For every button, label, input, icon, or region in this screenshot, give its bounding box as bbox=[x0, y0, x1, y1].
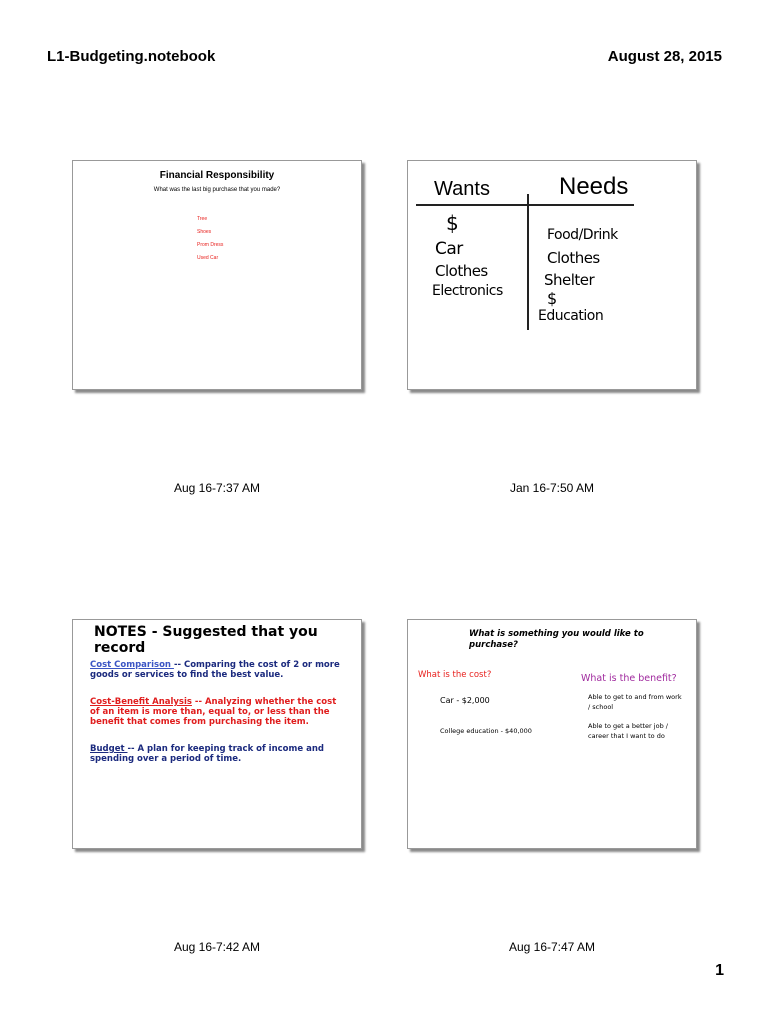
cost-cell: Car - $2,000 bbox=[440, 696, 490, 705]
wants-item: Electronics bbox=[432, 283, 503, 299]
note-cost-benefit bbox=[90, 697, 340, 727]
list-item: Tree bbox=[197, 216, 208, 222]
benefit-cell: Able to get a better job / career that I want to do bbox=[588, 722, 668, 740]
slide-timestamp: Jan 16-7:50 AM bbox=[509, 481, 595, 495]
slide-timestamp: Aug 16-7:47 AM bbox=[508, 940, 596, 954]
document-title: L1-Budgeting.notebook bbox=[47, 48, 216, 65]
wants-item: Clothes bbox=[435, 262, 488, 280]
note-definition: -- Analyzing whether the cost of an item is more than, equal to, or less than the benefit that comes from purchasing the item. bbox=[90, 697, 337, 727]
table-divider-vertical bbox=[527, 194, 529, 330]
document-date: August 28, 2015 bbox=[607, 48, 722, 65]
needs-item: Education bbox=[538, 308, 604, 324]
note-definition: -- Comparing the cost of 2 or more goods or services to find the best value. bbox=[90, 660, 340, 680]
slide-title: Financial Responsibility bbox=[159, 170, 275, 181]
wants-item: $ bbox=[446, 211, 459, 235]
benefit-cell: Able to get to and from work / school bbox=[588, 693, 682, 711]
page-number: 1 bbox=[715, 962, 724, 979]
slide-cost-benefit-table[interactable] bbox=[407, 619, 697, 849]
slide-question: What is something you would like to purchase? bbox=[469, 629, 644, 650]
needs-item: $ bbox=[547, 289, 557, 308]
cost-cell: College education - $40,000 bbox=[440, 727, 532, 735]
wants-item: Car bbox=[435, 239, 463, 259]
note-term: Budget bbox=[90, 744, 128, 754]
slide-timestamp: Aug 16-7:42 AM bbox=[173, 940, 261, 954]
needs-item: Shelter bbox=[544, 271, 595, 289]
slide-financial-responsibility[interactable] bbox=[72, 160, 362, 390]
note-cost-comparison bbox=[90, 660, 340, 680]
wants-heading: Wants bbox=[434, 178, 490, 200]
list-item: Shoes bbox=[197, 229, 212, 235]
cost-heading: What is the cost? bbox=[418, 670, 492, 680]
slide-notes[interactable] bbox=[72, 619, 362, 849]
note-budget bbox=[90, 744, 358, 764]
note-definition: -- A plan for keeping track of income and spending over a period of time. bbox=[90, 744, 324, 764]
benefit-heading: What is the benefit? bbox=[581, 673, 677, 684]
needs-item: Food/Drink bbox=[547, 227, 618, 243]
table-divider-horizontal bbox=[416, 204, 634, 206]
note-term: Cost-Benefit Analysis bbox=[90, 697, 192, 707]
list-item: Prom Dress bbox=[197, 242, 224, 248]
slide-wants-needs[interactable] bbox=[407, 160, 697, 390]
slide-timestamp: Aug 16-7:37 AM bbox=[173, 481, 261, 495]
slide-question: What was the last big purchase that you made? bbox=[153, 187, 281, 193]
slide-title: NOTES - Suggested that you record bbox=[94, 624, 318, 656]
needs-item: Clothes bbox=[547, 249, 600, 267]
needs-heading: Needs bbox=[559, 173, 629, 200]
note-term: Cost Comparison bbox=[90, 660, 174, 670]
list-item: Used Car bbox=[197, 255, 219, 261]
